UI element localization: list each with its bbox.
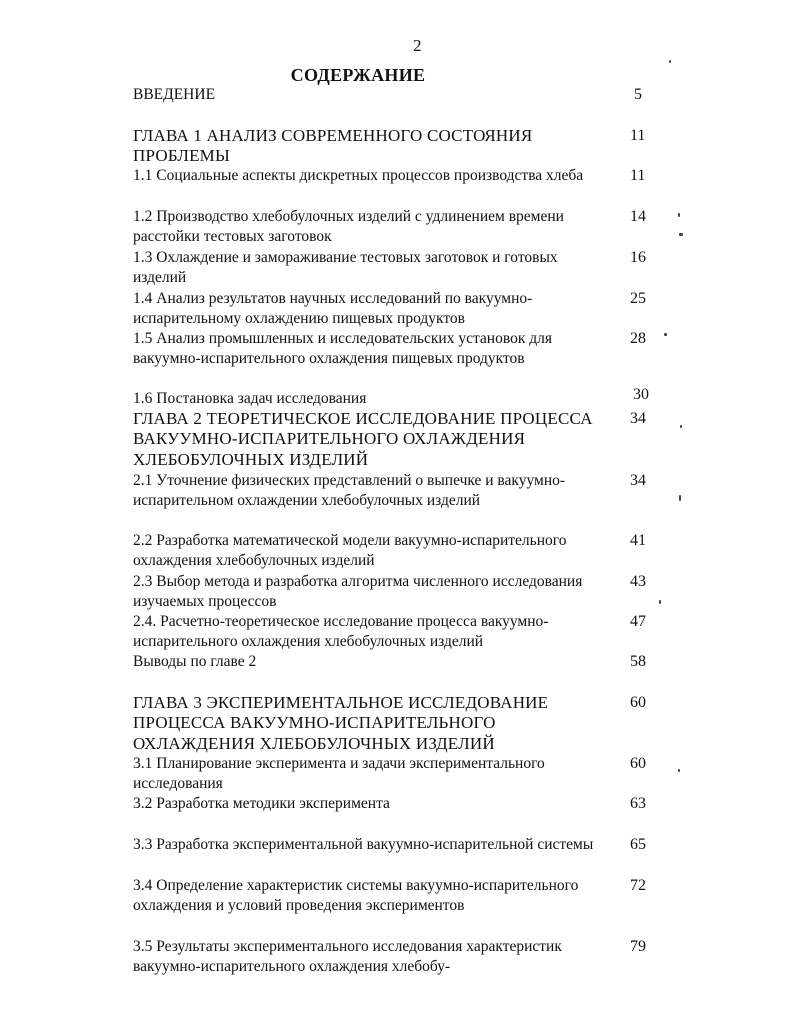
toc-entry-text: 2.4. Расчетно-теоретическое исследование процесса вакуумно-испарительного охлаждения хлебобулочных изделий xyxy=(133,613,549,651)
toc-entry-page: 11 xyxy=(630,127,646,144)
toc-entry-page: 65 xyxy=(630,836,646,853)
page-title: СОДЕРЖАНИЕ xyxy=(290,65,426,85)
toc-entry-page: 34 xyxy=(630,472,646,489)
toc-entry-page: 16 xyxy=(630,249,646,266)
toc-entry-page: 58 xyxy=(630,653,646,670)
toc-entry-text: 3.5 Результаты экспериментального исследования характеристик вакуумно-испарительного охлаждения хлебобу- xyxy=(133,938,562,976)
toc-entry-text: ГЛАВА 2 ТЕОРЕТИЧЕСКОЕ ИССЛЕДОВАНИЕ ПРОЦЕССА ВАКУУМНО-ИСПАРИТЕЛЬНОГО ОХЛАЖДЕНИЯ ХЛЕБОБУЛОЧНЫХ ИЗДЕЛИЙ xyxy=(133,409,593,469)
toc-entry-text: 1.3 Охлаждение и замораживание тестовых заготовок и готовых изделий xyxy=(133,249,558,287)
toc-entry-text: 2.2 Разработка математической модели вакуумно-испарительного охлаждения хлебобулочных изделий xyxy=(133,532,567,570)
toc-entry-text: 3.2 Разработка методики эксперимента xyxy=(133,795,390,812)
scan-speck xyxy=(678,213,680,217)
toc-entry-page: 30 xyxy=(633,386,649,403)
toc-entry-text: 1.1 Социальные аспекты дискретных процессов производства хлеба xyxy=(133,167,584,184)
scan-speck xyxy=(669,60,671,63)
toc-entry-page: 34 xyxy=(630,410,646,427)
toc-entry-text: 3.1 Планирование эксперимента и задачи экспериментального исследования xyxy=(133,755,545,793)
toc-entry-text: Выводы по главе 2 xyxy=(133,653,257,670)
toc-entry-text: 1.2 Производство хлебобулочных изделий с удлинением времени расстойки тестовых заготовок xyxy=(133,208,564,246)
toc-entry-text: ГЛАВА 3 ЭКСПЕРИМЕНТАЛЬНОЕ ИССЛЕДОВАНИЕ ПРОЦЕССА ВАКУУМНО-ИСПАРИТЕЛЬНОГО ОХЛАЖДЕНИЯ ХЛЕБОБУЛОЧНЫХ ИЗДЕЛИЙ xyxy=(133,693,549,753)
toc-entry-page: 60 xyxy=(630,755,646,772)
toc-entry-text: 1.4 Анализ результатов научных исследований по вакуумно-испарительному охлаждению пищевых продуктов xyxy=(133,290,533,328)
scan-speck xyxy=(679,495,681,501)
toc-entry-page: 47 xyxy=(630,613,646,630)
scan-speck xyxy=(680,425,682,428)
toc-entry-page: 14 xyxy=(630,208,646,225)
scan-speck xyxy=(664,333,667,336)
toc-entry-text: 1.6 Постановка задач исследования xyxy=(133,390,367,407)
toc-entry-text: 3.4 Определение характеристик системы вакуумно-испарительного охлаждения и условий проведения экспериментов xyxy=(133,877,579,915)
toc-entry-text: ГЛАВА 1 АНАЛИЗ СОВРЕМЕННОГО СОСТОЯНИЯ ПРОБЛЕМЫ xyxy=(133,126,533,166)
toc-entry-page: 79 xyxy=(630,938,646,955)
scan-speck xyxy=(659,600,661,604)
toc-entry-page: 25 xyxy=(630,290,646,307)
toc-entry-page: 72 xyxy=(630,877,646,894)
scan-speck xyxy=(679,233,683,236)
toc-entry-page: 63 xyxy=(630,795,646,812)
toc-entry-page: 28 xyxy=(630,330,646,347)
toc-entry-page: 43 xyxy=(630,573,646,590)
toc-entry-page: 11 xyxy=(630,167,646,184)
toc-entry-page: 41 xyxy=(630,532,646,549)
toc-entry-text: 2.1 Уточнение физических представлений о выпечке и вакуумно-испарительном охлаждении хлебобулочных изделий xyxy=(133,472,566,510)
toc-entry-page: 5 xyxy=(634,86,642,103)
toc-entry-page: 60 xyxy=(630,694,646,711)
toc-entry-text: 3.3 Разработка экспериментальной вакуумно-испарительной системы xyxy=(133,836,594,853)
toc-entry-text: 2.3 Выбор метода и разработка алгоритма численного исследования изучаемых процессов xyxy=(133,573,583,611)
toc-entry-text: ВВЕДЕНИЕ xyxy=(133,86,216,103)
page-number: 2 xyxy=(413,36,422,55)
toc-entry-text: 1.5 Анализ промышленных и исследовательских установок для вакуумно-испарительного охлаждения пищевых продуктов xyxy=(133,330,552,368)
scan-speck xyxy=(678,769,680,772)
